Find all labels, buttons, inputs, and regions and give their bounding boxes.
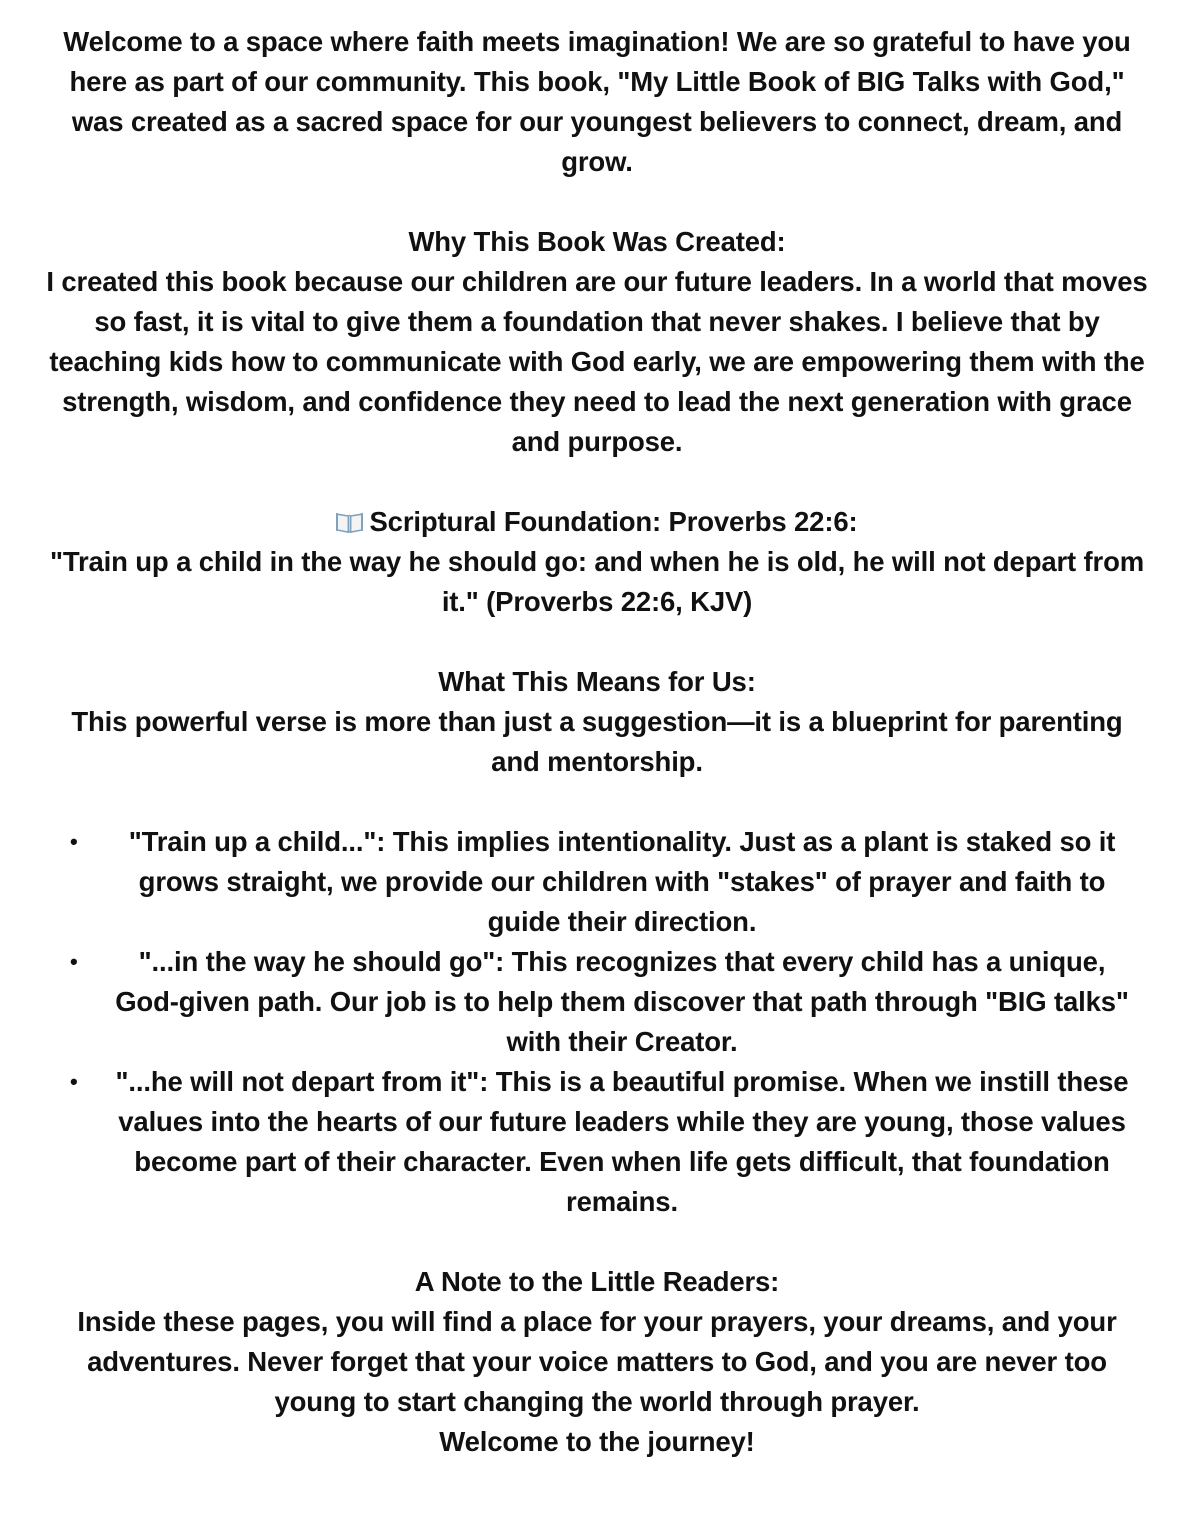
note-section-heading: A Note to the Little Readers: [414,1266,780,1297]
scripture-quote: "Train up a child in the way he should go: and when he is old, he will not depart from it." (Proverbs 22:6, KJV) [49,546,1145,617]
document-body [46,22,1148,1462]
list-item [46,942,1148,1062]
scripture-heading-text: Scriptural Foundation: Proverbs 22:6: [369,506,858,537]
intro-paragraph: Welcome to a space where faith meets imagination! We are so grateful to have you here as part of our community. This book, "My Little Book of BIG Talks with God," was created as a sacred space for our youngest believers to connect, dream, and grow. [63,26,1131,177]
bullet-marker-icon: • [70,1069,78,1094]
bullet-marker-icon: • [70,949,78,974]
meaning-section-body: This powerful verse is more than just a suggestion—it is a blueprint for parenting and mentorship. [71,706,1123,777]
section-spacer [46,182,1148,222]
list-item [46,822,1148,942]
section-spacer [46,462,1148,502]
meaning-section-heading: What This Means for Us: [438,666,756,697]
open-book-icon [336,511,363,534]
list-item-text: "...he will not depart from it": This is a beautiful promise. When we instill these values into the hearts of our future leaders while they are young, those values become part of their character. Even when life gets difficult, that foundation remains. [115,1066,1129,1217]
note-section-body: Inside these pages, you will find a place for your prayers, your dreams, and your adventures. Never forget that your voice matters to God, and you are never too young to start changing the world through prayer. [77,1306,1117,1417]
why-section-body: I created this book because our children are our future leaders. In a world that moves so fast, it is vital to give them a foundation that never shakes. I believe that by teaching kids how to communicate with God early, we are empowering them with the strength, wisdom, and confidence they need to lead the next generation with grace and purpose. [46,266,1148,457]
section-spacer [46,1222,1148,1262]
list-item [46,1062,1148,1222]
interpretation-bullet-list [46,822,1148,1222]
section-spacer [46,782,1148,822]
why-section-heading: Why This Book Was Created: [408,226,786,257]
scripture-section-heading [46,502,1148,542]
section-spacer [46,622,1148,662]
bullet-marker-icon: • [70,829,78,854]
list-item-text: "...in the way he should go": This recognizes that every child has a unique, God-given path. Our job is to help them discover that path through "BIG talks" with their Creator. [115,946,1129,1057]
note-section-closing: Welcome to the journey! [439,1426,755,1457]
list-item-text: "Train up a child...": This implies intentionality. Just as a plant is staked so it grows straight, we provide our children with "stakes" of prayer and faith to guide their direction. [128,826,1116,937]
